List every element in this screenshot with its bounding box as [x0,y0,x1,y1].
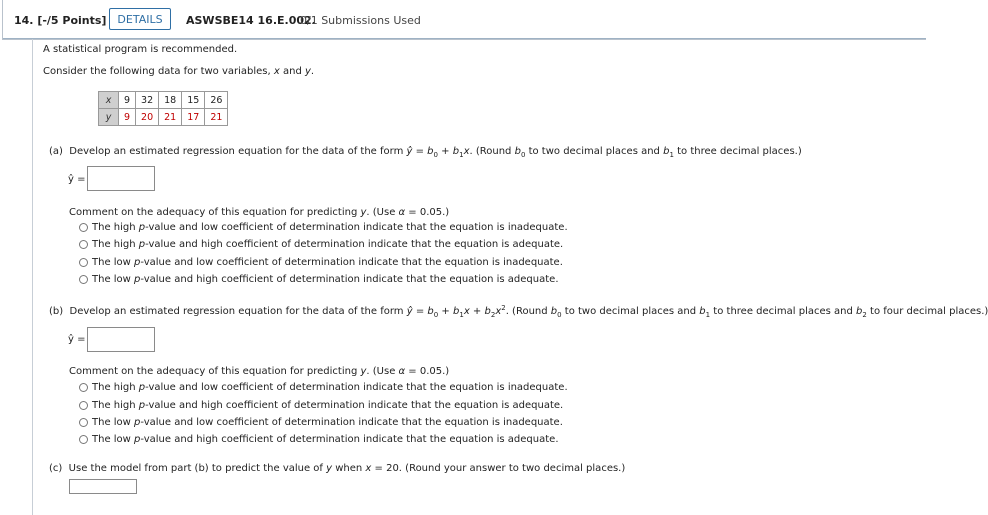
part-b-option-1-radio[interactable] [79,383,88,392]
x-value: 9 [119,92,136,109]
y-row [99,109,228,126]
part-a-prompt: (a) Develop an estimated regression equation for the data of the form ŷ = $b_0 + b_1x$. (Round $b_0$ to two decimal places and $b_1$ to three decimal places.) [49,146,802,159]
data-table [98,91,228,126]
x-value: 32 [136,92,159,109]
part-b-option-4-label[interactable]: The low p-value and high coefficient of determination indicate that the equation is adequate. [92,434,559,445]
part-a-option-1-radio[interactable] [79,223,88,232]
x-label: x [99,92,119,109]
x-value: 18 [159,92,182,109]
part-b-option-2-radio[interactable] [79,401,88,410]
part-b-equation-input[interactable] [87,327,155,352]
x-row [99,92,228,109]
submissions-count: 0/1 Submissions Used [300,14,421,27]
question-number: 14. [-/5 Points] [14,14,107,27]
part-b-comment: Comment on the adequacy of this equation for predicting y. (Use α = 0.05.) [69,366,450,377]
question-id: ASWSBE14 16.E.002. [186,14,316,27]
part-c-prediction-input[interactable] [69,479,137,494]
consider-text: Consider the following data for two variables, x and y. [43,66,315,77]
x-value: 15 [182,92,205,109]
y-value: 20 [136,109,159,126]
part-b-option-3-radio[interactable] [79,418,88,427]
part-b-option-2-label[interactable]: The high p-value and high coefficient of determination indicate that the equation is adequate. [92,400,564,411]
y-value: 9 [119,109,136,126]
y-label: y [99,109,119,126]
part-c-prompt: (c) Use the model from part (b) to predict the value of y when x = 20. (Round your answer to two decimal places.) [49,463,626,474]
part-b-prompt: (b) Develop an estimated regression equation for the data of the form ŷ = $b_0 + b_1x + b_2x^2$. (Round $b_0$ to two decimal places and $b_1$ to three decimal places and $b_2$ to four decimal places.) [49,304,988,319]
part-a-option-3-label[interactable]: The low p-value and low coefficient of determination indicate that the equation is inadequate. [92,257,563,268]
part-b-option-4-radio[interactable] [79,435,88,444]
part-a-option-3-radio[interactable] [79,258,88,267]
y-value: 21 [159,109,182,126]
part-a-option-2-radio[interactable] [79,240,88,249]
part-b-answer-label: ŷ = [68,334,86,345]
part-a-option-2-label[interactable]: The high p-value and high coefficient of determination indicate that the equation is adequate. [92,239,564,250]
x-value: 26 [205,92,228,109]
program-note: A statistical program is recommended. [43,44,238,55]
content-left-border [32,39,33,515]
part-a-comment: Comment on the adequacy of this equation for predicting y. (Use α = 0.05.) [69,207,450,218]
part-a-equation-input[interactable] [87,166,155,191]
part-a-option-1-label[interactable]: The high p-value and low coefficient of determination indicate that the equation is inadequate. [92,222,568,233]
part-a-answer-label: ŷ = [68,174,86,185]
details-button[interactable]: DETAILS [109,8,171,30]
part-a-option-4-radio[interactable] [79,275,88,284]
part-b-option-3-label[interactable]: The low p-value and low coefficient of determination indicate that the equation is inadequate. [92,417,563,428]
y-value: 21 [205,109,228,126]
part-a-option-4-label[interactable]: The low p-value and high coefficient of determination indicate that the equation is adequate. [92,274,559,285]
part-b-option-1-label[interactable]: The high p-value and low coefficient of determination indicate that the equation is inadequate. [92,382,568,393]
y-value: 17 [182,109,205,126]
